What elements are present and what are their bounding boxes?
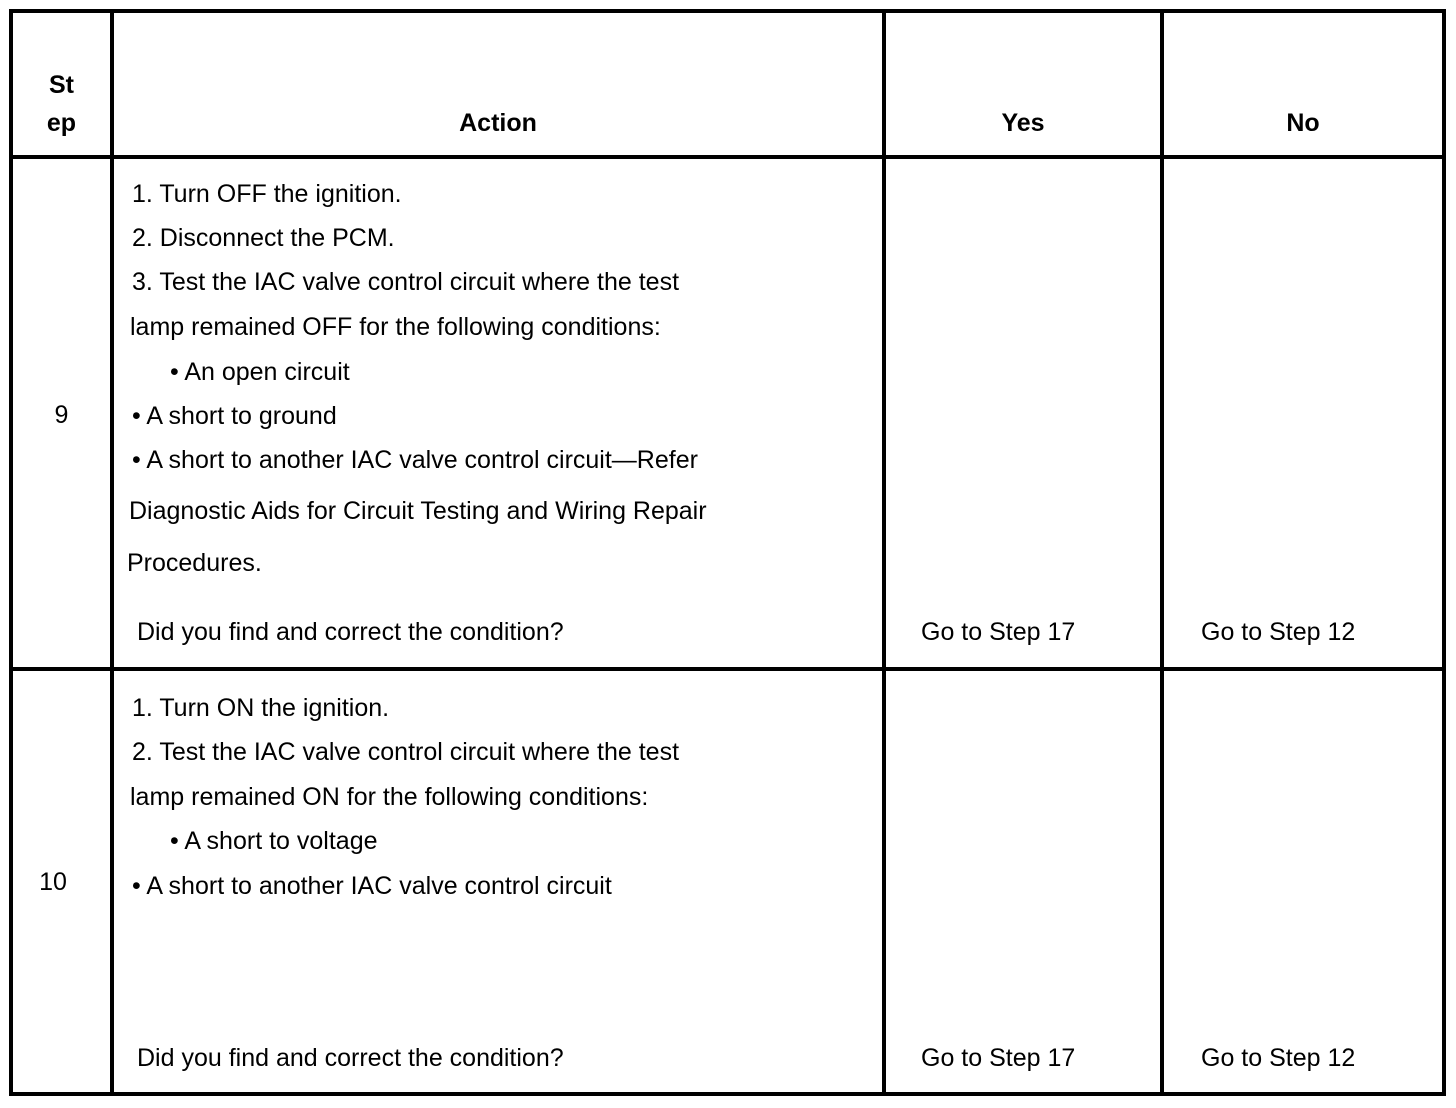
no-result: Go to Step 12	[1201, 1044, 1356, 1072]
row-divider	[9, 667, 1446, 671]
action-bullet: • An open circuit	[170, 358, 350, 386]
action-line: Diagnostic Aids for Circuit Testing and Wiring Repair	[129, 497, 707, 525]
row-step-9: 9	[54, 401, 69, 429]
header-yes: Yes	[1001, 109, 1045, 137]
yes-result: Go to Step 17	[921, 618, 1076, 646]
column-divider-step	[110, 9, 114, 1096]
header-no: No	[1286, 109, 1320, 137]
table-border-top	[9, 9, 1446, 13]
action-question: Did you find and correct the condition?	[137, 1044, 564, 1072]
header-step-line1: St	[49, 71, 74, 99]
action-line: lamp remained ON for the following conditions:	[130, 783, 649, 811]
yes-result: Go to Step 17	[921, 1044, 1076, 1072]
action-bullet: • A short to ground	[132, 402, 337, 430]
header-divider	[9, 155, 1446, 159]
row-step-10: 10	[39, 868, 67, 896]
action-line: Procedures.	[127, 549, 262, 577]
action-line: 2. Test the IAC valve control circuit where the test	[132, 738, 680, 766]
column-divider-action	[882, 9, 886, 1096]
action-line: 1. Turn OFF the ignition.	[132, 180, 402, 208]
table-border-right	[1442, 9, 1446, 1096]
action-line: 3. Test the IAC valve control circuit where the test	[132, 268, 680, 296]
no-result: Go to Step 12	[1201, 618, 1356, 646]
header-action: Action	[459, 109, 537, 137]
action-line: lamp remained OFF for the following conditions:	[130, 313, 661, 341]
table-border-bottom	[9, 1092, 1446, 1096]
header-step-line2: ep	[46, 109, 77, 137]
action-line: 2. Disconnect the PCM.	[132, 224, 395, 252]
table-border-left	[9, 9, 13, 1096]
action-bullet: • A short to voltage	[170, 827, 378, 855]
action-question: Did you find and correct the condition?	[137, 618, 564, 646]
action-bullet: • A short to another IAC valve control circuit—Refer	[132, 446, 698, 474]
column-divider-yes	[1160, 9, 1164, 1096]
action-bullet: • A short to another IAC valve control circuit	[132, 872, 612, 900]
action-line: 1. Turn ON the ignition.	[132, 694, 390, 722]
